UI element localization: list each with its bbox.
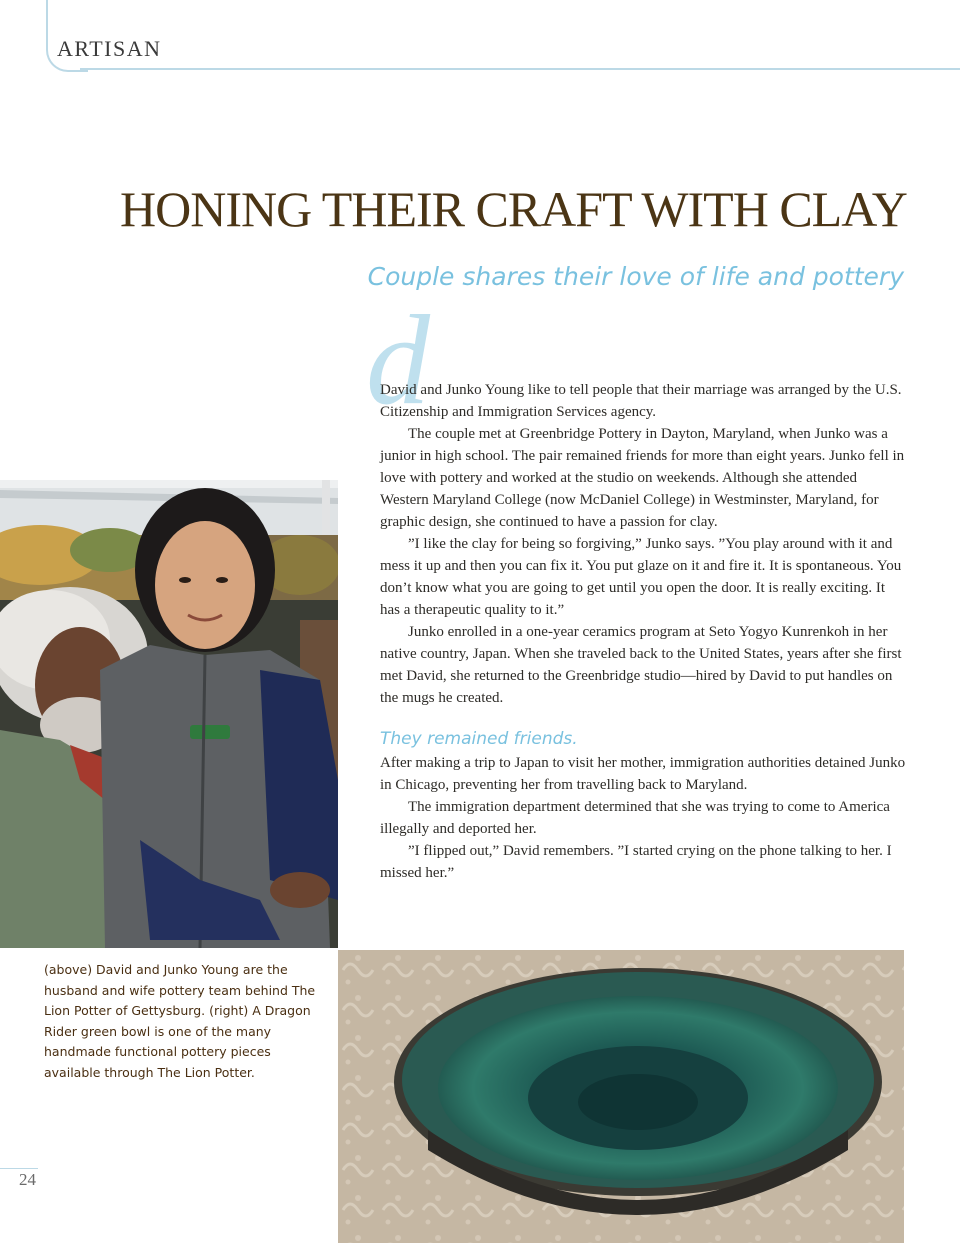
article-headline: HONING THEIR CRAFT WITH CLAY xyxy=(120,181,907,237)
bowl-photo xyxy=(338,950,904,1243)
section-subheading: They remained friends. xyxy=(380,729,578,749)
body-paragraph: David and Junko Young like to tell people that their marriage was arranged by the U.S. Citizenship and Immigration Services agency. xyxy=(380,382,902,420)
photo-caption: (above) David and Junko Young are the husband and wife pottery team behind The Lion Potter of Gettysburg. (right) A Dragon Rider green bowl is one of the many handmade functional pottery pieces available through The Lion Potter. xyxy=(44,962,316,1080)
body-paragraph: The couple met at Greenbridge Pottery in Dayton, Maryland, when Junko was a junior in high school. The pair remained friends for more than eight years. Junko fell in love with pottery and worked at the studio on weekends. Although she attended Western Maryland College (now McDaniel College) in Westminster, Maryland, for graphic design, she continued to have a passion for clay. xyxy=(380,426,905,530)
section-label: ARTISAN xyxy=(57,36,162,61)
body-paragraph: The immigration department determined that she was trying to come to America illegally and deported her. xyxy=(380,799,890,837)
couple-photo xyxy=(0,480,338,948)
page-number: 24 xyxy=(19,1170,36,1189)
article-body-part-2 xyxy=(380,752,908,884)
drop-cap: d xyxy=(366,289,430,431)
body-paragraph: After making a trip to Japan to visit her mother, immigration authorities detained Junko in Chicago, preventing her from travelling back to Maryland. xyxy=(380,755,906,793)
header-rule-horizontal xyxy=(80,68,960,70)
body-paragraph: Junko enrolled in a one-year ceramics program at Seto Yogyo Kunrenkoh in her native country, Japan. When she traveled back to the United States, years after she first met David, she returned to the Greenbridge studio—hired by David to put handles on the mugs he created. xyxy=(380,624,902,706)
body-paragraph: ”I flipped out,” David remembers. ”I started crying on the phone talking to her. I missed her.” xyxy=(380,843,892,881)
body-paragraph: ”I like the clay for being so forgiving,” Junko says. ”You play around with it and mess it up and then you can fix it. You put glaze on it and fire it. It is spontaneous. You don’t know what you are going to get until you open the door. It is really exciting. It has a therapeutic quality to it.” xyxy=(380,536,902,618)
article-body-part-1 xyxy=(380,379,908,709)
footer-rule xyxy=(0,1168,38,1169)
article-subhead: Couple shares their love of life and pottery xyxy=(367,262,904,291)
